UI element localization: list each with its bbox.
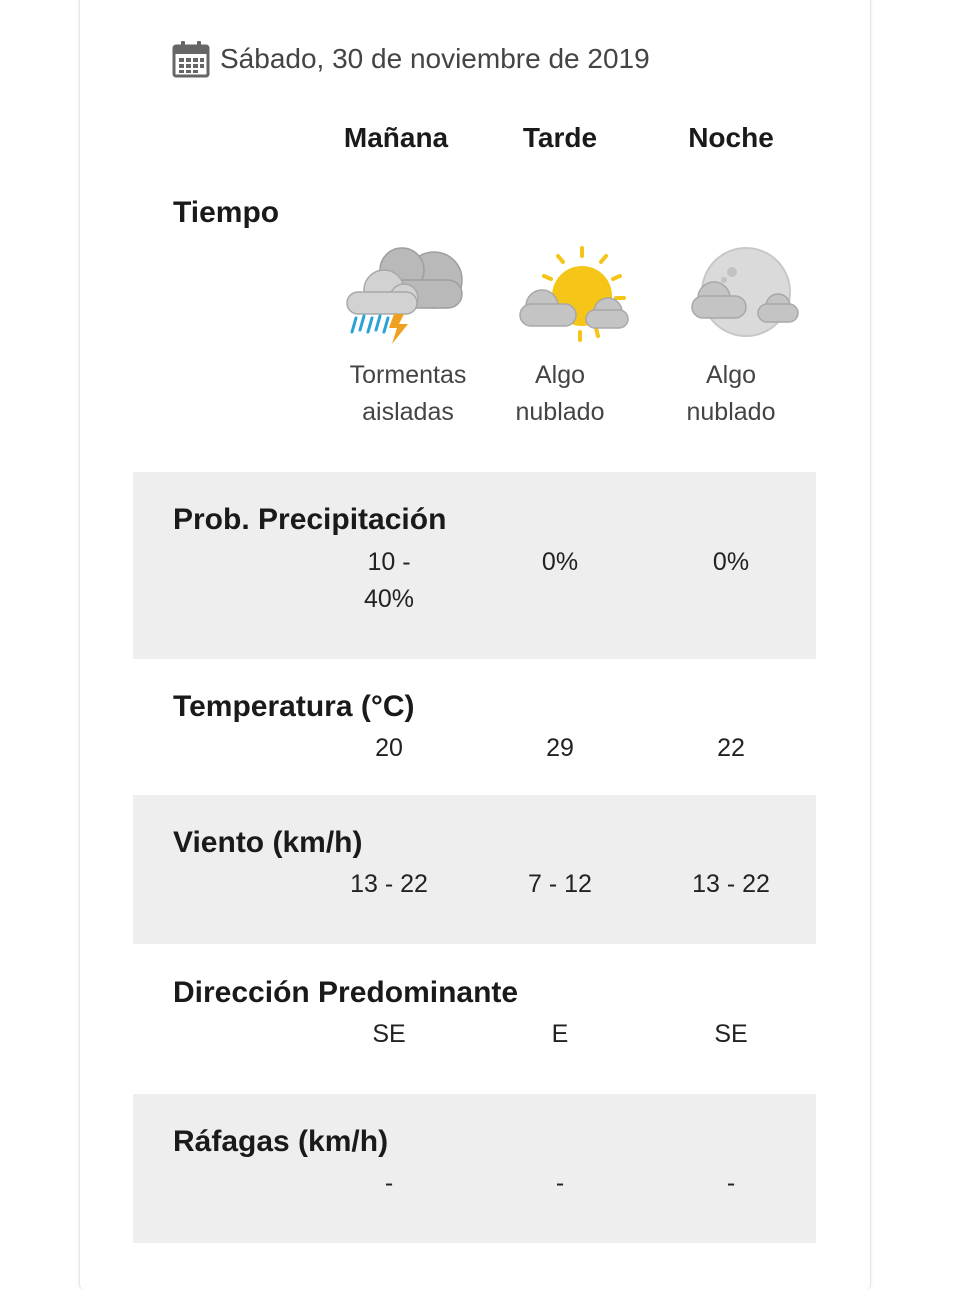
gusts-night: - <box>726 1169 736 1197</box>
partly-cloudy-day-icon <box>514 240 644 350</box>
thunderstorm-icon <box>342 240 472 350</box>
period-header-morning: Mañana <box>343 122 449 153</box>
wind-afternoon: 7 - 12 <box>528 870 592 898</box>
temperature-night: 22 <box>717 734 745 762</box>
date-row <box>172 36 650 82</box>
wind-night: 13 - 22 <box>692 870 770 898</box>
wind-morning: 13 - 22 <box>350 870 428 898</box>
precip-label: Prob. Precipitación <box>173 503 447 536</box>
period-header-night: Noche <box>688 122 774 153</box>
date-text: Sábado, 30 de noviembre de 2019 <box>220 43 650 74</box>
gusts-label: Ráfagas (km/h) <box>173 1125 389 1158</box>
condition-night: Algo nublado <box>686 361 776 426</box>
temperature-afternoon: 29 <box>546 734 574 762</box>
direction-afternoon: E <box>551 1020 569 1048</box>
direction-label: Dirección Predominante <box>173 976 519 1009</box>
precip-morning: 10 - 40% <box>363 548 415 613</box>
precip-afternoon: 0% <box>541 548 579 576</box>
calendar-icon <box>172 40 210 78</box>
direction-night: SE <box>714 1020 748 1048</box>
gusts-afternoon: - <box>555 1169 565 1197</box>
direction-morning: SE <box>372 1020 406 1048</box>
wind-label: Viento (km/h) <box>173 826 363 859</box>
precip-night: 0% <box>712 548 750 576</box>
period-header-afternoon: Tarde <box>522 122 598 153</box>
weather-row-label: Tiempo <box>173 196 280 229</box>
temperature-morning: 20 <box>375 734 403 762</box>
temperature-label: Temperatura (°C) <box>173 690 415 723</box>
condition-afternoon: Algo nublado <box>515 361 605 426</box>
partly-cloudy-night-icon <box>684 240 814 350</box>
condition-morning: Tormentas aisladas <box>349 361 467 426</box>
gusts-morning: - <box>384 1169 394 1197</box>
